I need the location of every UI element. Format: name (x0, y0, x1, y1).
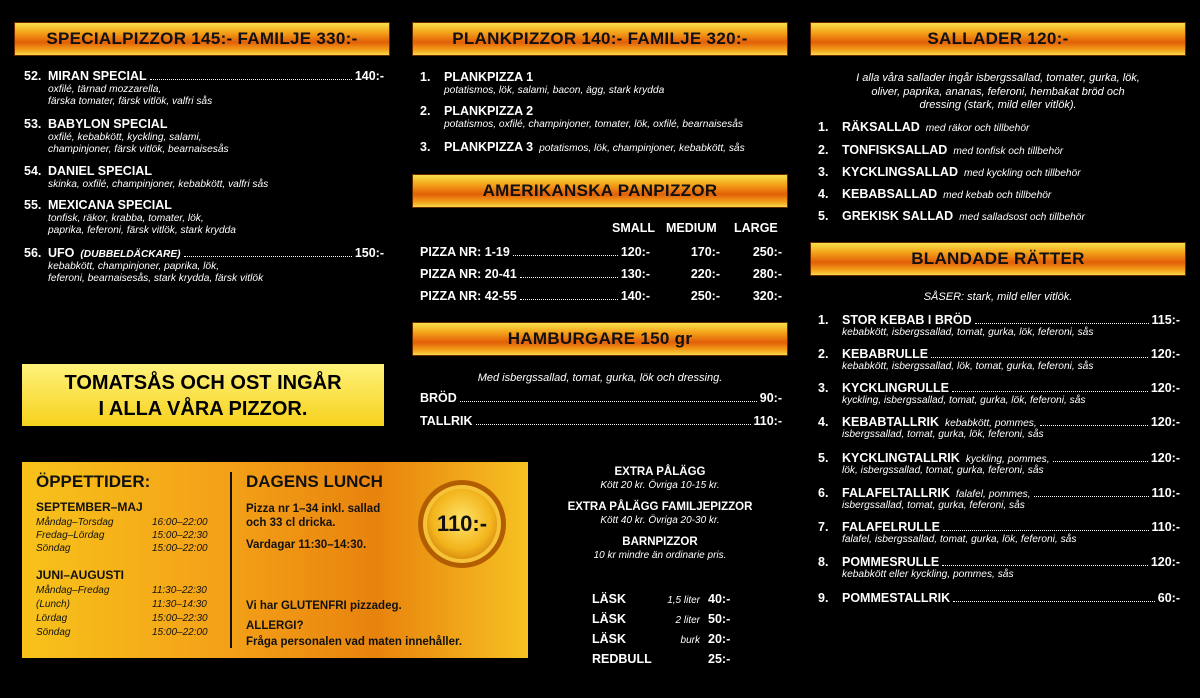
item-title: FALAFELRULLE (842, 520, 940, 534)
drink-name: REDBULL (592, 652, 652, 666)
size-header: MEDIUM (666, 221, 717, 235)
item-desc: lök, isbergssallad, tomat, gurka, feferoni, sås (842, 465, 1044, 476)
item-number: 1. (818, 120, 829, 134)
special-banner-text: SPECIALPIZZOR 145:- FAMILJE 330:- (46, 29, 358, 48)
dot-leader (942, 565, 1148, 566)
extras-title-3: BARNPIZZOR (622, 536, 698, 548)
item-number: 5. (818, 451, 829, 465)
special-banner (14, 22, 390, 56)
item-number: 55. (24, 198, 42, 212)
dot-leader (953, 601, 1155, 602)
salad-item (818, 187, 1051, 202)
day-label: Måndag–Torsdag (36, 517, 114, 528)
item-number: 6. (818, 486, 829, 500)
burger-row (420, 414, 782, 428)
item-desc: med tonfisk och tillbehör (953, 146, 1064, 157)
item-number: 56. (24, 246, 42, 260)
item-desc: med kebab och tillbehör (943, 190, 1052, 201)
item-desc: isbergssallad, tomat, gurka, feferoni, sås (842, 500, 1025, 511)
item-desc (48, 179, 268, 191)
item-desc: kebabkött, isbergssallad, lök, tomat, gurka, feferoni, sås (842, 361, 1094, 372)
drink-row (592, 630, 742, 650)
burger-price: 110:- (753, 414, 782, 428)
lunch-price: 110:- (436, 511, 488, 536)
item-title: PLANKPIZZA 2 (444, 104, 534, 118)
extras-desc-3: 10 kr mindre än ordinarie pris. (593, 550, 727, 561)
item-price: 115:- (1151, 313, 1180, 327)
day-label: Söndag (36, 627, 71, 638)
burger-label: BRÖD (420, 391, 457, 405)
burger-banner-text: HAMBURGARE 150 gr (507, 329, 693, 348)
hours-divider (230, 472, 232, 648)
pan-price-small: 140:- (620, 289, 650, 303)
item-title: KYCKLINGTALLRIK (842, 451, 960, 465)
desc-line: skinka, oxfilé, champinjoner, kebabkött, valfri sås (48, 179, 269, 190)
pan-row-label: PIZZA NR: 42-55 (420, 289, 517, 303)
dot-leader (1034, 496, 1149, 497)
day-label: Måndag–Fredag (36, 585, 110, 596)
pan-size-headers (612, 221, 788, 235)
desc-line: färska tomater, färsk vitlök, valfri sås (48, 96, 213, 107)
season-1-title: SEPTEMBER–MAJ (36, 500, 143, 514)
item-number: 4. (818, 187, 829, 201)
item-price: 110:- (1151, 520, 1180, 534)
time-label: 11:30–14:30 (152, 599, 207, 610)
special-item-55-row (24, 198, 172, 212)
season-2-title: JUNI–AUGUSTI (36, 568, 125, 582)
drink-row (592, 650, 742, 669)
item-number: 1. (420, 70, 431, 84)
drinks-list (592, 590, 742, 669)
hours-title: ÖPPETTIDER: (36, 472, 151, 491)
time-label: 11:30–22:30 (152, 585, 207, 596)
day-label: Söndag (36, 543, 71, 554)
item-price: 120:- (1150, 347, 1180, 361)
item-number: 3. (818, 165, 829, 179)
drink-size: burk (680, 635, 700, 646)
extras-title-2: EXTRA PÅLÄGG FAMILJEPIZZOR (567, 501, 753, 513)
mixed-sauces: SÅSER: stark, mild eller vitlök. (923, 291, 1073, 303)
dot-leader (476, 424, 751, 425)
pan-price-medium: 170:- (690, 245, 720, 259)
burger-row (420, 391, 782, 405)
hours-row (36, 626, 226, 640)
pan-price-large: 250:- (752, 245, 782, 259)
item-number: 2. (818, 347, 829, 361)
pan-price-small: 130:- (620, 267, 650, 281)
dot-leader (952, 391, 1148, 392)
special-item-54-row (24, 164, 152, 178)
pan-price-medium: 220:- (690, 267, 720, 281)
item-desc: kebabkött, isbergssallad, tomat, gurka, lök, feferoni, sås (842, 327, 1094, 338)
hours-row (36, 612, 226, 626)
salad-item (818, 209, 1085, 224)
mixed-item-row (818, 451, 1180, 466)
salad-item (818, 165, 1081, 180)
dot-leader (460, 401, 757, 402)
drink-name: LÄSK (592, 632, 627, 646)
item-desc: med salladsost och tillbehör (959, 212, 1085, 223)
item-title: UFO (48, 246, 75, 260)
salads-banner (810, 22, 1186, 56)
hours-lunch-box (22, 462, 528, 658)
mixed-item-row (818, 591, 1180, 605)
season-1-table (36, 516, 226, 555)
lunch-desc (246, 502, 380, 552)
item-desc (48, 84, 212, 108)
hours-row (36, 584, 226, 598)
dot-leader (931, 357, 1148, 358)
item-number: 3. (818, 381, 829, 395)
item-title: POMMESTALLRIK (842, 591, 951, 605)
item-number: 52. (24, 69, 42, 83)
dot-leader (150, 79, 352, 80)
burger-price: 90:- (759, 391, 782, 405)
item-desc (48, 261, 263, 285)
allergy-note: Fråga personalen vad maten innehåller. (246, 636, 463, 648)
day-label: (Lunch) (36, 599, 70, 610)
plank-banner-text: PLANKPIZZOR 140:- FAMILJE 320:- (452, 29, 748, 48)
item-title: PLANKPIZZA 3 (444, 140, 534, 154)
intro-line: oliver, paprika, ananas, feferoni, hembakat bröd och (871, 85, 1125, 98)
drink-row (592, 610, 742, 630)
item-inline-desc: kyckling, pommes, (965, 454, 1050, 465)
item-number: 9. (818, 591, 829, 605)
mixed-item-row (818, 520, 1180, 534)
item-desc: potatismos, lök, salami, bacon, ägg, stark krydda (444, 85, 665, 96)
mixed-item-row (818, 486, 1180, 501)
special-item-53-row (24, 117, 167, 131)
drink-name: LÄSK (592, 612, 627, 626)
dot-leader (520, 299, 618, 300)
item-desc: falafel, isbergssallad, tomat, gurka, lök, feferoni, sås (842, 534, 1077, 545)
salad-item (818, 143, 1063, 158)
hours-row (36, 516, 226, 529)
desc-line: oxfilé, tärnad mozzarella, (48, 84, 162, 95)
item-title: RÄKSALLAD (842, 120, 920, 134)
item-title: STOR KEBAB I BRÖD (842, 313, 972, 327)
drink-size: 1,5 liter (667, 595, 700, 606)
item-title: TONFISKSALLAD (842, 143, 948, 157)
mixed-item-row (818, 415, 1180, 430)
plank-item-3 (420, 140, 745, 155)
item-desc (48, 132, 229, 156)
pan-price-large: 280:- (752, 267, 782, 281)
plank-banner (412, 22, 788, 56)
salads-intro (810, 72, 1186, 113)
time-label: 15:00–22:00 (152, 543, 208, 554)
salad-item (818, 120, 1029, 135)
special-item-52-row (24, 69, 384, 83)
time-label: 15:00–22:30 (152, 613, 208, 624)
mixed-item-row (818, 381, 1180, 395)
pan-row-label: PIZZA NR: 1-19 (420, 245, 510, 259)
extras-desc-2: Kött 40 kr. Övriga 20-30 kr. (600, 515, 720, 526)
drink-price: 40:- (708, 592, 731, 606)
time-label: 15:00–22:00 (152, 627, 208, 638)
item-price: 110:- (1151, 486, 1180, 500)
desc-line: champinjoner, färsk vitlök, bearnaisesås (48, 144, 229, 155)
tomato-cheese-notice (22, 364, 384, 426)
mixed-item-row (818, 313, 1180, 327)
item-title: BABYLON SPECIAL (48, 117, 168, 131)
dot-leader (513, 255, 618, 256)
lunch-desc-1: Pizza nr 1–34 inkl. sallad (246, 503, 381, 515)
lunch-price-coin (418, 480, 506, 568)
item-desc: isbergssallad, tomat, gurka, lök, feferoni, sås (842, 429, 1044, 440)
notice-line-2: I ALLA VÅRA PIZZOR. (98, 398, 308, 420)
hours-row (36, 542, 226, 555)
pan-row (420, 245, 782, 259)
extras-desc-1: Kött 20 kr. Övriga 10-15 kr. (600, 480, 720, 491)
item-desc (48, 213, 236, 237)
item-number: 1. (818, 313, 829, 327)
desc-line: feferoni, bearnaisesås, stark krydda, färsk vitlök (48, 273, 264, 284)
item-title: PLANKPIZZA 1 (444, 70, 534, 84)
mixed-item-row (818, 555, 1180, 569)
item-desc: kyckling, isbergssallad, tomat, gurka, lök, feferoni, sås (842, 395, 1086, 406)
item-number: 3. (420, 140, 431, 154)
dot-leader (520, 277, 618, 278)
drink-price: 20:- (708, 632, 731, 646)
pan-row (420, 267, 782, 281)
dot-leader (1040, 425, 1148, 426)
drink-price: 25:- (708, 652, 731, 666)
pan-banner-text: AMERIKANSKA PANPIZZOR (482, 181, 718, 200)
item-price: 120:- (1150, 451, 1180, 465)
desc-line: oxfilé, kebabkött, kyckling, salami, (48, 132, 202, 143)
plank-item-1 (420, 70, 533, 84)
item-title: FALAFELTALLRIK (842, 486, 950, 500)
item-title: GREKISK SALLAD (842, 209, 954, 223)
item-inline-desc: falafel, pommes, (955, 489, 1031, 500)
plank-item-2 (420, 104, 533, 118)
day-label: Lördag (36, 613, 68, 624)
item-title: KYCKLINGSALLAD (842, 165, 958, 179)
item-title: KEBABRULLE (842, 347, 929, 361)
pan-price-small: 120:- (620, 245, 650, 259)
item-title: KEBABTALLRIK (842, 415, 939, 429)
item-title: MIRAN SPECIAL (48, 69, 147, 83)
mixed-banner-text: BLANDADE RÄTTER (911, 249, 1085, 268)
drink-price: 50:- (708, 612, 731, 626)
item-title: DANIEL SPECIAL (48, 164, 152, 178)
item-desc: kebabkött eller kyckling, pommes, sås (842, 569, 1014, 580)
item-title: MEXICANA SPECIAL (48, 198, 172, 212)
extras-title-1: EXTRA PÅLÄGG (614, 466, 706, 478)
lunch-title: DAGENS LUNCH (246, 472, 383, 491)
burger-label: TALLRIK (420, 414, 473, 428)
item-price: 120:- (1150, 381, 1180, 395)
size-header: LARGE (734, 221, 778, 235)
notice-line-1: TOMATSÅS OCH OST INGÅR (64, 372, 342, 394)
pan-row (420, 289, 782, 303)
item-title: KEBABSALLAD (842, 187, 938, 201)
salads-banner-text: SALLADER 120:- (927, 29, 1069, 48)
drink-name: LÄSK (592, 592, 627, 606)
hours-row (36, 598, 226, 612)
special-item-56-row (24, 246, 384, 261)
extras-block (540, 466, 780, 562)
item-number: 53. (24, 117, 42, 131)
mixed-item-row (818, 347, 1180, 361)
item-price: 120:- (1150, 555, 1180, 569)
time-label: 16:00–22:00 (152, 517, 208, 528)
item-number: 2. (420, 104, 431, 118)
item-price: 120:- (1150, 415, 1180, 429)
item-number: 5. (818, 209, 829, 223)
time-label: 15:00–22:30 (152, 530, 208, 541)
item-title: POMMESRULLE (842, 555, 940, 569)
drink-size: 2 liter (675, 615, 700, 626)
item-number: 54. (24, 164, 42, 178)
desc-line: tonfisk, räkor, krabba, tomater, lök, (48, 213, 204, 224)
burger-banner (412, 322, 788, 356)
lunch-time: Vardagar 11:30–14:30. (246, 539, 367, 551)
item-inline-desc: kebabkött, pommes, (944, 418, 1037, 429)
item-number: 2. (818, 143, 829, 157)
dot-leader (975, 323, 1149, 324)
item-price: 150:- (354, 246, 384, 260)
item-tag: (DUBBELDÄCKARE) (80, 249, 181, 260)
drink-row (592, 590, 742, 610)
size-header: SMALL (612, 221, 656, 235)
intro-line: dressing (stark, mild eller vitlök). (919, 99, 1077, 111)
item-price: 60:- (1157, 591, 1180, 605)
season-2-table (36, 584, 226, 640)
pan-row-label: PIZZA NR: 20-41 (420, 267, 517, 281)
item-desc: potatismos, lök, champinjoner, kebabkött, sås (539, 143, 745, 154)
gluten-note: Vi har GLUTENFRI pizzadeg. (246, 600, 402, 612)
item-title: KYCKLINGRULLE (842, 381, 949, 395)
item-price: 140:- (354, 69, 384, 83)
item-number: 4. (818, 415, 829, 429)
dot-leader (943, 530, 1149, 531)
dot-leader (184, 256, 352, 257)
item-desc: potatismos, oxfilé, champinjoner, tomater, lök, oxfilé, bearnaisesås (444, 119, 743, 130)
item-number: 7. (818, 520, 829, 534)
pan-banner (412, 174, 788, 208)
item-desc: med kyckling och tillbehör (963, 168, 1081, 179)
desc-line: paprika, feferoni, färsk vitlök, stark krydda (48, 225, 236, 236)
hours-row (36, 529, 226, 542)
desc-line: kebabkött, champinjoner, paprika, lök, (48, 261, 220, 272)
pan-price-large: 320:- (752, 289, 782, 303)
allergy-title: ALLERGI? (246, 620, 304, 632)
mixed-banner (810, 242, 1186, 276)
dot-leader (1053, 461, 1148, 462)
item-desc: med räkor och tillbehör (925, 123, 1030, 134)
lunch-desc-2: och 33 cl dricka. (246, 517, 336, 529)
burger-note: Med isbergssallad, tomat, gurka, lök och dressing. (477, 372, 723, 384)
pan-price-medium: 250:- (690, 289, 720, 303)
item-number: 8. (818, 555, 829, 569)
intro-line: I alla våra sallader ingår isbergssallad, tomater, gurka, lök, (856, 72, 1140, 84)
day-label: Fredag–Lördag (36, 530, 105, 541)
